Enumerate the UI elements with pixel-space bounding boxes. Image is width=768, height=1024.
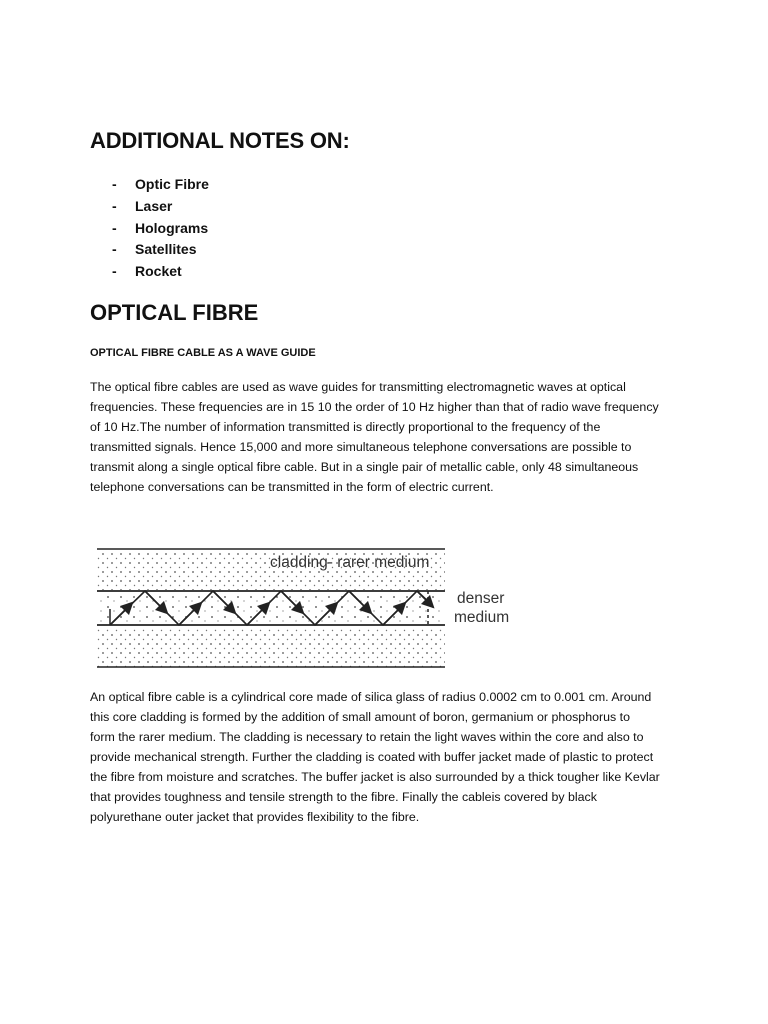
- notes-list: [112, 174, 209, 283]
- paragraph-line: frequencies. These frequencies are in 15 10 the order of 10 Hz higher than that of radio wave frequency: [90, 400, 659, 414]
- cladding-label: cladding- rarer medium: [270, 554, 430, 571]
- paragraph-intro: [90, 377, 690, 497]
- paragraph-line: this core cladding is formed by the addition of small amount of boron, germanium or phosphorus to: [90, 710, 630, 724]
- notes-heading: ADDITIONAL NOTES ON:: [90, 128, 350, 153]
- paragraph-line: the fibre from moisture and scratches. The buffer jacket is also surrounded by a thick tougher like Kevlar: [90, 770, 660, 784]
- paragraph-line: of 10 Hz.The number of information transmitted is directly proportional to the frequency of the: [90, 420, 601, 434]
- bullet-marker: -: [112, 263, 117, 280]
- paragraph-structure: [90, 687, 690, 827]
- list-item-label: Holograms: [135, 219, 209, 236]
- paragraph-line: form the rarer medium. The cladding is necessary to retain the light waves within the core and also to: [90, 730, 644, 744]
- paragraph-line: transmitted signals. Hence 15,000 and more simultaneous telephone conversations are possible to: [90, 440, 632, 454]
- bullet-marker: -: [112, 219, 117, 236]
- paragraph-line: An optical fibre cable is a cylindrical core made of silica glass of radius 0.0002 cm to 0.001 cm. Around: [90, 690, 652, 704]
- list-item-label: Laser: [135, 197, 173, 214]
- paragraph-line: that provides toughness and tensile strength to the fibre. Finally the cableis covered by black: [90, 790, 597, 804]
- paragraph-line: transmit along a single optical fibre cable. But in a single pair of metallic cable, only 48 simultaneous: [90, 460, 639, 474]
- cladding-bottom-region: [97, 627, 445, 667]
- section-title: OPTICAL FIBRE: [90, 300, 259, 325]
- core-region: [97, 592, 445, 625]
- paragraph-line: telephone conversations can be transmitted in the form of electric current.: [90, 480, 494, 494]
- optical-fibre-diagram: [92, 543, 522, 673]
- section-subtitle: OPTICAL FIBRE CABLE AS A WAVE GUIDE: [90, 347, 316, 359]
- list-item-label: Rocket: [135, 263, 182, 280]
- bullet-marker: -: [112, 197, 117, 214]
- bullet-marker: -: [112, 176, 117, 192]
- bullet-marker: -: [112, 241, 117, 258]
- list-item-label: Optic Fibre: [135, 176, 209, 192]
- core-label-line2: medium: [454, 609, 510, 626]
- paragraph-line: polyurethane outer jacket that provides flexibility to the fibre.: [90, 810, 420, 824]
- list-item-label: Satellites: [135, 241, 197, 258]
- paragraph-line: The optical fibre cables are used as wave guides for transmitting electromagnetic waves at optical: [90, 380, 626, 394]
- list-item: [112, 174, 209, 196]
- core-label-line1: denser: [457, 590, 505, 607]
- list-item: [112, 218, 209, 240]
- list-item: [112, 239, 209, 261]
- list-item: [112, 196, 209, 218]
- list-item: [112, 261, 209, 283]
- paragraph-line: provide mechanical strength. Further the cladding is coated with buffer jacket made of plastic to protect: [90, 750, 654, 764]
